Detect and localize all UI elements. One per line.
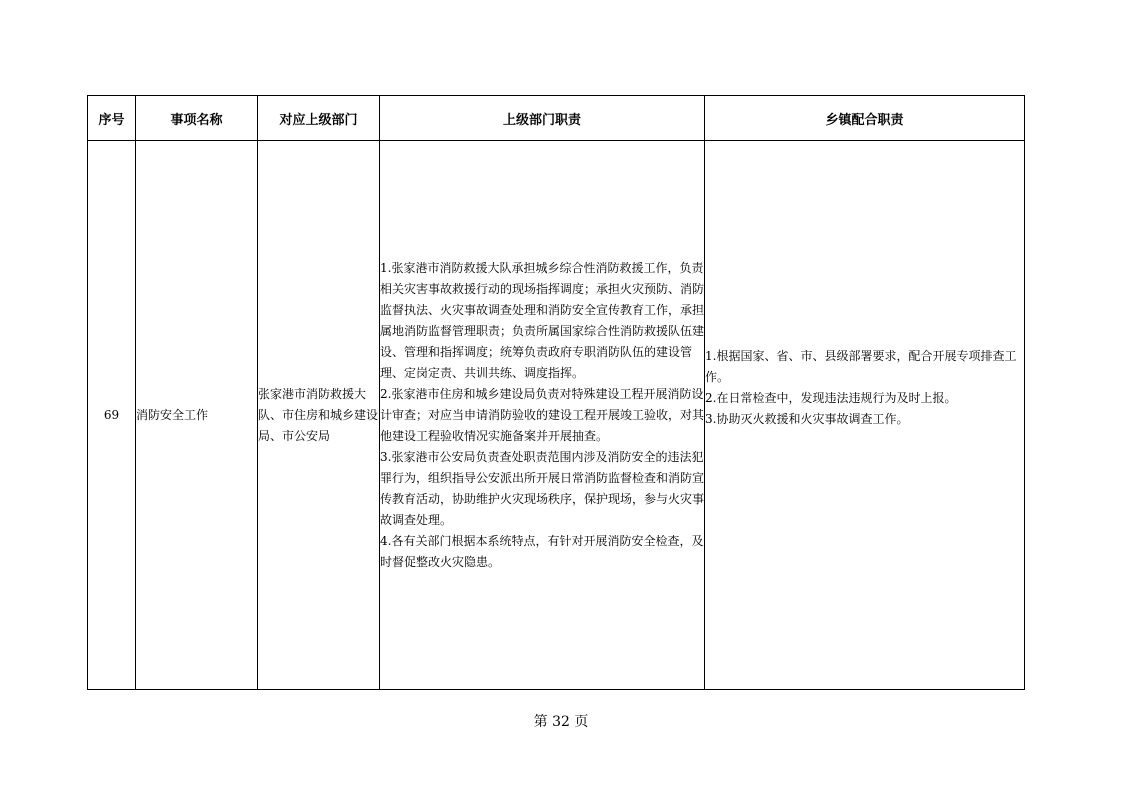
coop-item-3: 3.协助灭火救援和火灾事故调查工作。	[705, 411, 909, 426]
responsibility-table	[87, 95, 1025, 690]
township-duty-list	[705, 346, 1024, 430]
row-superior-dept: 张家港市消防救援大队、市住房和城乡建设局、市公安局	[258, 141, 380, 690]
table-header-row	[88, 96, 1025, 141]
header-superior-dept: 对应上级部门	[258, 96, 380, 141]
table-row	[88, 141, 1025, 690]
coop-item-2: 2.在日常检查中，发现违法违规行为及时上报。	[705, 390, 957, 405]
row-item-name: 消防安全工作	[136, 141, 258, 690]
duty-item-4: 4.各有关部门根据本系统特点，有针对开展消防安全检查，及时督促整改火灾隐患。	[380, 533, 704, 569]
row-township-duty	[705, 141, 1025, 690]
row-seq: 69	[88, 141, 136, 690]
page-number: 第 32 页	[533, 714, 589, 730]
duty-item-2: 2.张家港市住房和城乡建设局负责对特殊建设工程开展消防设计审查；对应当申请消防验收的建设工程开展竣工验收，对其他建设工程验收情况实施备案并开展抽查。	[380, 386, 705, 443]
duty-item-3: 3.张家港市公安局负责查处职责范围内涉及消防安全的违法犯罪行为，组织指导公安派出所开展日常消防监督检查和消防宣传教育活动，协助维护火灾现场秩序，保护现场，参与火灾事故调查处理。	[380, 449, 705, 527]
row-superior-duty	[380, 141, 705, 690]
header-township-duty: 乡镇配合职责	[705, 96, 1025, 141]
coop-item-1: 1.根据国家、省、市、县级部署要求，配合开展专项排查工作。	[705, 348, 1017, 384]
duty-item-1: 1.张家港市消防救援大队承担城乡综合性消防救援工作，负责相关灾害事故救援行动的现场指挥调度；承担火灾预防、消防监督执法、火灾事故调查处理和消防安全宣传教育工作，承担属地消防监督管理职责；负责所属国家综合性消防救援队伍建设、管理和指挥调度；统筹负责政府专职消防队伍的建设管理、定岗定责、共训共练、调度指挥。	[380, 260, 705, 380]
header-seq: 序号	[88, 96, 136, 141]
header-superior-duty: 上级部门职责	[380, 96, 705, 141]
header-item-name: 事项名称	[136, 96, 258, 141]
